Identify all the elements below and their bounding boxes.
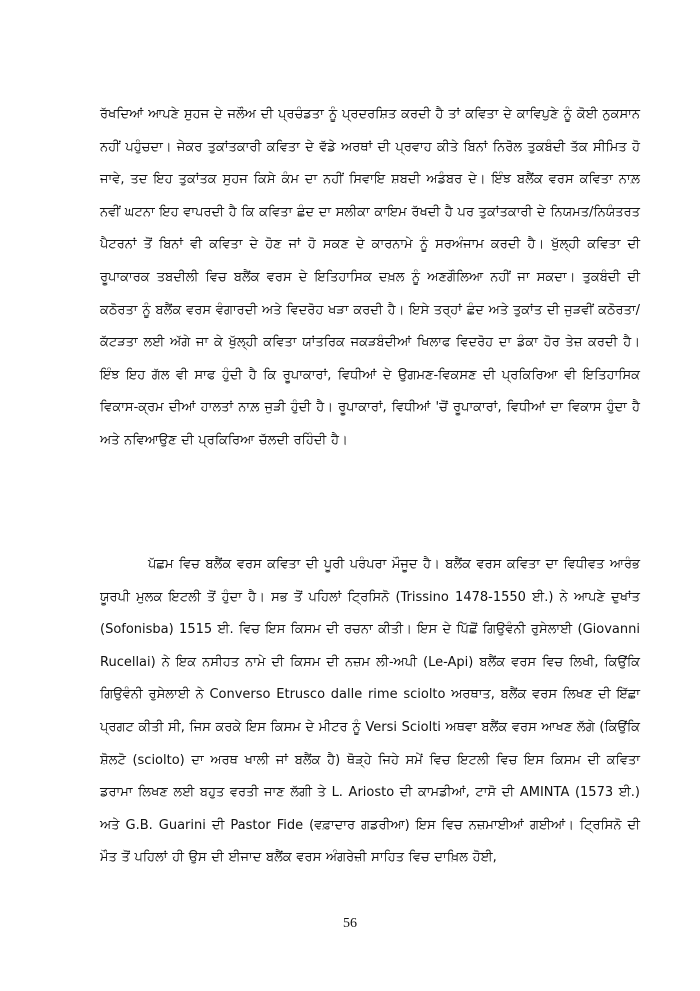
- body-paragraph-2: ਪੱਛਮ ਵਿਚ ਬਲੈਂਕ ਵਰਸ ਕਵਿਤਾ ਦੀ ਪੂਰੀ ਪਰੰਪਰਾ ਮੌਜੂਦ ਹੈ। ਬਲੈਂਕ ਵਰਸ ਕਵਿਤਾ ਦਾ ਵਿਧੀਵਤ ਆਰੰਭ ਯੂਰਪੀ ਮੁਲਕ ਇਟਲੀ ਤੋਂ ਹੁੰਦਾ ਹੈ। ਸਭ ਤੋਂ ਪਹਿਲਾਂ ਟ੍ਰਿਸਿਨੋ (Trissino 1478-1550 ਈ.) ਨੇ ਆਪਣੇ ਦੁਖਾਂਤ (Sofonisba) 1515 ਈ. ਵਿਚ ਇਸ ਕਿਸਮ ਦੀ ਰਚਨਾ ਕੀਤੀ। ਇਸ ਦੇ ਪਿੱਛੋਂ ਗਿਉਵੰਨੀ ਰੁਸੇਲਾਈ (Giovanni Rucellai) ਨੇ ਇਕ ਨਸੀਹਤ ਨਾਮੇ ਦੀ ਕਿਸਮ ਦੀ ਨਜ਼ਮ ਲੀ-ਅਪੀ (Le-Api) ਬਲੈਂਕ ਵਰਸ ਵਿਚ ਲਿਖੀ, ਕਿਉਂਕਿ ਗਿਉਵੰਨੀ ਰੁਸੇਲਾਈ ਨੇ Converso Etrusco dalle rime sciolto ਅਰਥਾਤ, ਬਲੈਂਕ ਵਰਸ ਲਿਖਣ ਦੀ ਇੱਛਾ ਪ੍ਰਗਟ ਕੀਤੀ ਸੀ, ਜਿਸ ਕਰਕੇ ਇਸ ਕਿਸਮ ਦੇ ਮੀਟਰ ਨੂੰ Versi Sciolti ਅਥਵਾ ਬਲੈਂਕ ਵਰਸ ਆਖਣ ਲੱਗੇ (ਕਿਉਂਕਿ ਸ਼ੋਲਟੋ (sciolto) ਦਾ ਅਰਥ ਖਾਲੀ ਜਾਂ ਬਲੈਂਕ ਹੈ) ਥੋੜ੍ਹੇ ਜਿਹੇ ਸਮੇਂ ਵਿਚ ਇਟਲੀ ਵਿਚ ਇਸ ਕਿਸਮ ਦੀ ਕਵਿਤਾ ਡਰਾਮਾ ਲਿਖਣ ਲਈ ਬਹੁਤ ਵਰਤੀ ਜਾਣ ਲੱਗੀ ਤੇ L. Ariosto ਦੀ ਕਾਮਡੀਆਂ, ਟਾਸੋ ਦੀ AMINTA (1573 ਈ.) ਅਤੇ G.B. Guarini ਦੀ Pastor Fide (ਵਫ਼ਾਦਾਰ ਗਡਰੀਆ) ਇਸ ਵਿਚ ਨਜ਼ਮਾਈਆਂ ਗਈਆਂ। ਟ੍ਰਿਸਿਨੋ ਦੀ ਮੌਤ ਤੋਂ ਪਹਿਲਾਂ ਹੀ ਉਸ ਦੀ ਈਜਾਦ ਬਲੈਂਕ ਵਰਸ ਅੰਗਰੇਜ਼ੀ ਸਾਹਿਤ ਵਿਚ ਦਾਖ਼ਿਲ ਹੋਈ,: [100, 557, 640, 866]
- body-paragraph-1: ਰੱਖਦਿਆਂ ਆਪਣੇ ਸੁਹਜ ਦੇ ਜਲੌਅ ਦੀ ਪ੍ਰਚੰਡਤਾ ਨੂੰ ਪ੍ਰਦਰਸ਼ਿਤ ਕਰਦੀ ਹੈ ਤਾਂ ਕਵਿਤਾ ਦੇ ਕਾਵਿਪੁਣੇ ਨੂੰ ਕੋਈ ਨੁਕਸਾਨ ਨਹੀਂ ਪਹੁੰਚਦਾ। ਜੇਕਰ ਤੁਕਾਂਤਕਾਰੀ ਕਵਿਤਾ ਦੇ ਵੱਡੇ ਅਰਥਾਂ ਦੀ ਪ੍ਰਵਾਹ ਕੀਤੇ ਬਿਨਾਂ ਨਿਰੋਲ ਤੁਕਬੰਦੀ ਤੱਕ ਸੀਮਿਤ ਹੋ ਜਾਵੇ, ਤਦ ਇਹ ਤੁਕਾਂਤਕ ਸੁਹਜ ਕਿਸੇ ਕੰਮ ਦਾ ਨਹੀਂ ਸਿਵਾਇ ਸ਼ਬਦੀ ਅਡੰਬਰ ਦੇ। ਇੰਝ ਬਲੈਂਕ ਵਰਸ ਕਵਿਤਾ ਨਾਲ਼ ਨਵੀਂ ਘਟਨਾ ਇਹ ਵਾਪਰਦੀ ਹੈ ਕਿ ਕਵਿਤਾ ਛੰਦ ਦਾ ਸਲੀਕਾ ਕਾਇਮ ਰੱਖਦੀ ਹੈ ਪਰ ਤੁਕਾਂਤਕਾਰੀ ਦੇ ਨਿਯਮਤ/ਨਿਯੰਤਰਤ ਪੈਟਰਨਾਂ ਤੋਂ ਬਿਨਾਂ ਵੀ ਕਵਿਤਾ ਦੇ ਹੋਣ ਜਾਂ ਹੋ ਸਕਣ ਦੇ ਕਾਰਨਾਮੇ ਨੂੰ ਸਰਅੰਜਾਮ ਕਰਦੀ ਹੈ। ਖੁੱਲ੍ਹੀ ਕਵਿਤਾ ਦੀ ਰੂਪਾਕਾਰਕ ਤਬਦੀਲੀ ਵਿਚ ਬਲੈਂਕ ਵਰਸ ਦੇ ਇਤਿਹਾਸਿਕ ਦਖ਼ਲ ਨੂੰ ਅਣਗੌਲਿਆ ਨਹੀਂ ਜਾ ਸਕਦਾ। ਤੁਕਬੰਦੀ ਦੀ ਕਠੋਰਤਾ ਨੂੰ ਬਲੈਂਕ ਵਰਸ ਵੰਗਾਰਦੀ ਅਤੇ ਵਿਦਰੋਹ ਖੜਾ ਕਰਦੀ ਹੈ। ਇਸੇ ਤਰ੍ਹਾਂ ਛੰਦ ਅਤੇ ਤੁਕਾਂਤ ਦੀ ਜੁੜਵੀਂ ਕਠੋਰਤਾ/ਕੱਟੜਤਾ ਲਈ ਅੱਗੇ ਜਾ ਕੇ ਖੁੱਲ੍ਹੀ ਕਵਿਤਾ ਯਾਂਤਰਿਕ ਜਕੜਬੰਦੀਆਂ ਖਿਲਾਫ ਵਿਦਰੋਹ ਦਾ ਡੰਕਾ ਹੋਰ ਤੇਜ਼ ਕਰਦੀ ਹੈ। ਇੰਝ ਇਹ ਗੱਲ ਵੀ ਸਾਫ ਹੁੰਦੀ ਹੈ ਕਿ ਰੂਪਾਕਾਰਾਂ, ਵਿਧੀਆਂ ਦੇ ਉਗਮਣ-ਵਿਕਸਣ ਦੀ ਪ੍ਰਕਿਰਿਆ ਵੀ ਇਤਿਹਾਸਿਕ ਵਿਕਾਸ-ਕ੍ਰਮ ਦੀਆਂ ਹਾਲਤਾਂ ਨਾਲ਼ ਜੁੜੀ ਹੁੰਦੀ ਹੈ। ਰੂਪਾਕਾਰਾਂ, ਵਿਧੀਆਂ 'ਚੋਂ ਰੂਪਾਕਾਰਾਂ, ਵਿਧੀਆਂ ਦਾ ਵਿਕਾਸ ਹੁੰਦਾ ਹੈ ਅਤੇ ਨਵਿਆਉਣ ਦੀ ਪ੍ਰਕਿਰਿਆ ਚੱਲਦੀ ਰਹਿੰਦੀ ਹੈ।: [100, 107, 640, 448]
- page-number: 56: [343, 916, 357, 931]
